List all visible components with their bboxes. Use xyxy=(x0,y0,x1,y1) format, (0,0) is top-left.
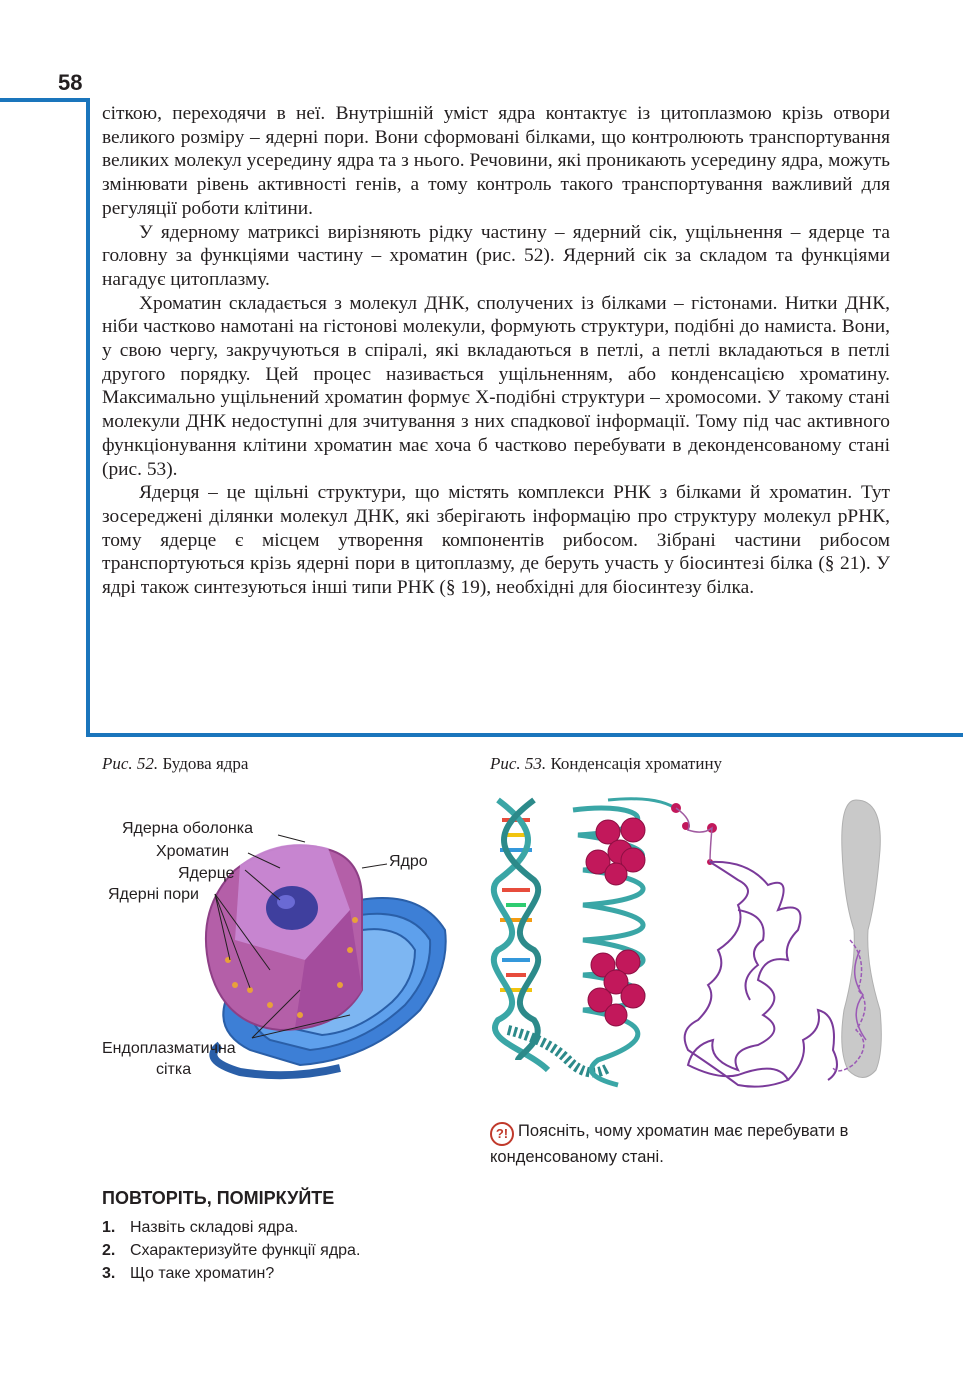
label-nucleolus: Ядерце xyxy=(178,865,235,882)
fig52-caption xyxy=(102,754,248,774)
paragraph-1: сіткою, переходячи в неї. Внутрішній уміст ядра контактує із цитоплазмою крізь отвори великого розміру – ядерні пори. Вони сформовані білками, що контролюють транспортування великих молекул усередину ядра та з нього. Речовини, які проникають усередину ядра, можуть змінювати рівень активності генів, а тому контроль такого транспортування важливий для регуляції роботи клітини. xyxy=(102,103,890,219)
review-item-number: 2. xyxy=(102,1242,116,1259)
nucleolus-shape xyxy=(266,886,318,930)
review-item xyxy=(102,1262,360,1285)
chromosome xyxy=(833,800,881,1078)
nucleus-figure xyxy=(100,790,460,1090)
paragraph-3: Хроматин складається з молекул ДНК, сполучених із білками – гістонами. Нитки ДНК, ніби частково намотані на гістонові молекули, формують структури, подібні до намиста. Вони, у свою чергу, закручуються в спіралі, які вкладаються в петлі, а петлі вкладаються в петлі другого порядку. Цей процес називається ущільненням, або конденсацією хроматину. Максимально ущільнений хроматин формує Х-подібні структури – хромосоми. У такому стані молекули ДНК недоступні для зчитування з них спадкової інформації. Тому під час активного функціонування клітини хроматин має хоча б частково перебувати в деконденсованому стані (рис. 53). xyxy=(102,292,890,480)
review-list xyxy=(102,1216,360,1285)
fig53-caption xyxy=(490,754,722,774)
paragraph-2: У ядерному матриксі вирізняють рідку частину – ядерний сік, ущільнення – ядерце та головну за функціями частину – хроматин (рис. 52). Ядерний сік за складом та функціями нагадує цитоплазму. xyxy=(102,221,890,290)
chromatin-condensation-figure xyxy=(488,790,898,1110)
dna-helix xyxy=(494,800,608,1073)
review-item-number: 3. xyxy=(102,1265,116,1282)
review-title: ПОВТОРІТЬ, ПОМІРКУЙТЕ xyxy=(102,1188,335,1208)
bottom-rule xyxy=(86,733,963,737)
review-item-text: Схарактеризуйте функції ядра. xyxy=(130,1242,361,1259)
label-er-line2: сітка xyxy=(156,1061,192,1078)
chromatin-illustration xyxy=(488,790,898,1110)
question-exclamation-icon: ?! xyxy=(490,1122,514,1146)
side-rule xyxy=(86,98,90,735)
question-box xyxy=(490,1120,910,1169)
fig52-caption-text: Будова ядра xyxy=(162,754,249,773)
body-text xyxy=(102,102,890,600)
fig53-caption-number: Рис. 53. xyxy=(490,754,547,773)
review-item-text: Назвіть складові ядра. xyxy=(130,1219,299,1236)
fig53-caption-text: Конденсація хроматину xyxy=(550,754,723,773)
review-item xyxy=(102,1216,360,1239)
paragraph-4: Ядерця – це щільні структури, що містять комплекси РНК з білками й хроматин. Тут зосереджені ділянки молекул ДНК, які зберігають інформацію про структуру молекул рРНК, тому ядерце є місцем утворення компонентів рибосом. Зібрані частини рибосом транспортуються крізь ядерні пори в цитоплазму, де беруть участь у біосинтезі білка (§ 21). У ядрі також синтезуються інші типи РНК (§ 19), необхідні для біосинтезу білка. xyxy=(102,482,890,599)
fig52-caption-number: Рис. 52. xyxy=(102,754,159,773)
top-rule xyxy=(0,98,90,102)
label-chromatin: Хроматин xyxy=(156,843,230,860)
looped-chromatin xyxy=(685,862,837,1087)
label-nucleus: Ядро xyxy=(389,853,428,870)
label-er-line1: Ендоплазматична xyxy=(102,1040,236,1057)
label-nuclear-pores: Ядерні пори xyxy=(108,886,199,903)
review-item xyxy=(102,1239,360,1262)
question-text: Поясніть, чому хроматин має перебувати в конденсованому стані. xyxy=(490,1122,849,1166)
label-nuclear-envelope: Ядерна оболонка xyxy=(122,820,253,837)
histone-fiber xyxy=(573,799,717,1085)
page-number: 58 xyxy=(58,70,83,95)
review-item-number: 1. xyxy=(102,1219,116,1236)
review-item-text: Що таке хроматин? xyxy=(130,1265,275,1282)
